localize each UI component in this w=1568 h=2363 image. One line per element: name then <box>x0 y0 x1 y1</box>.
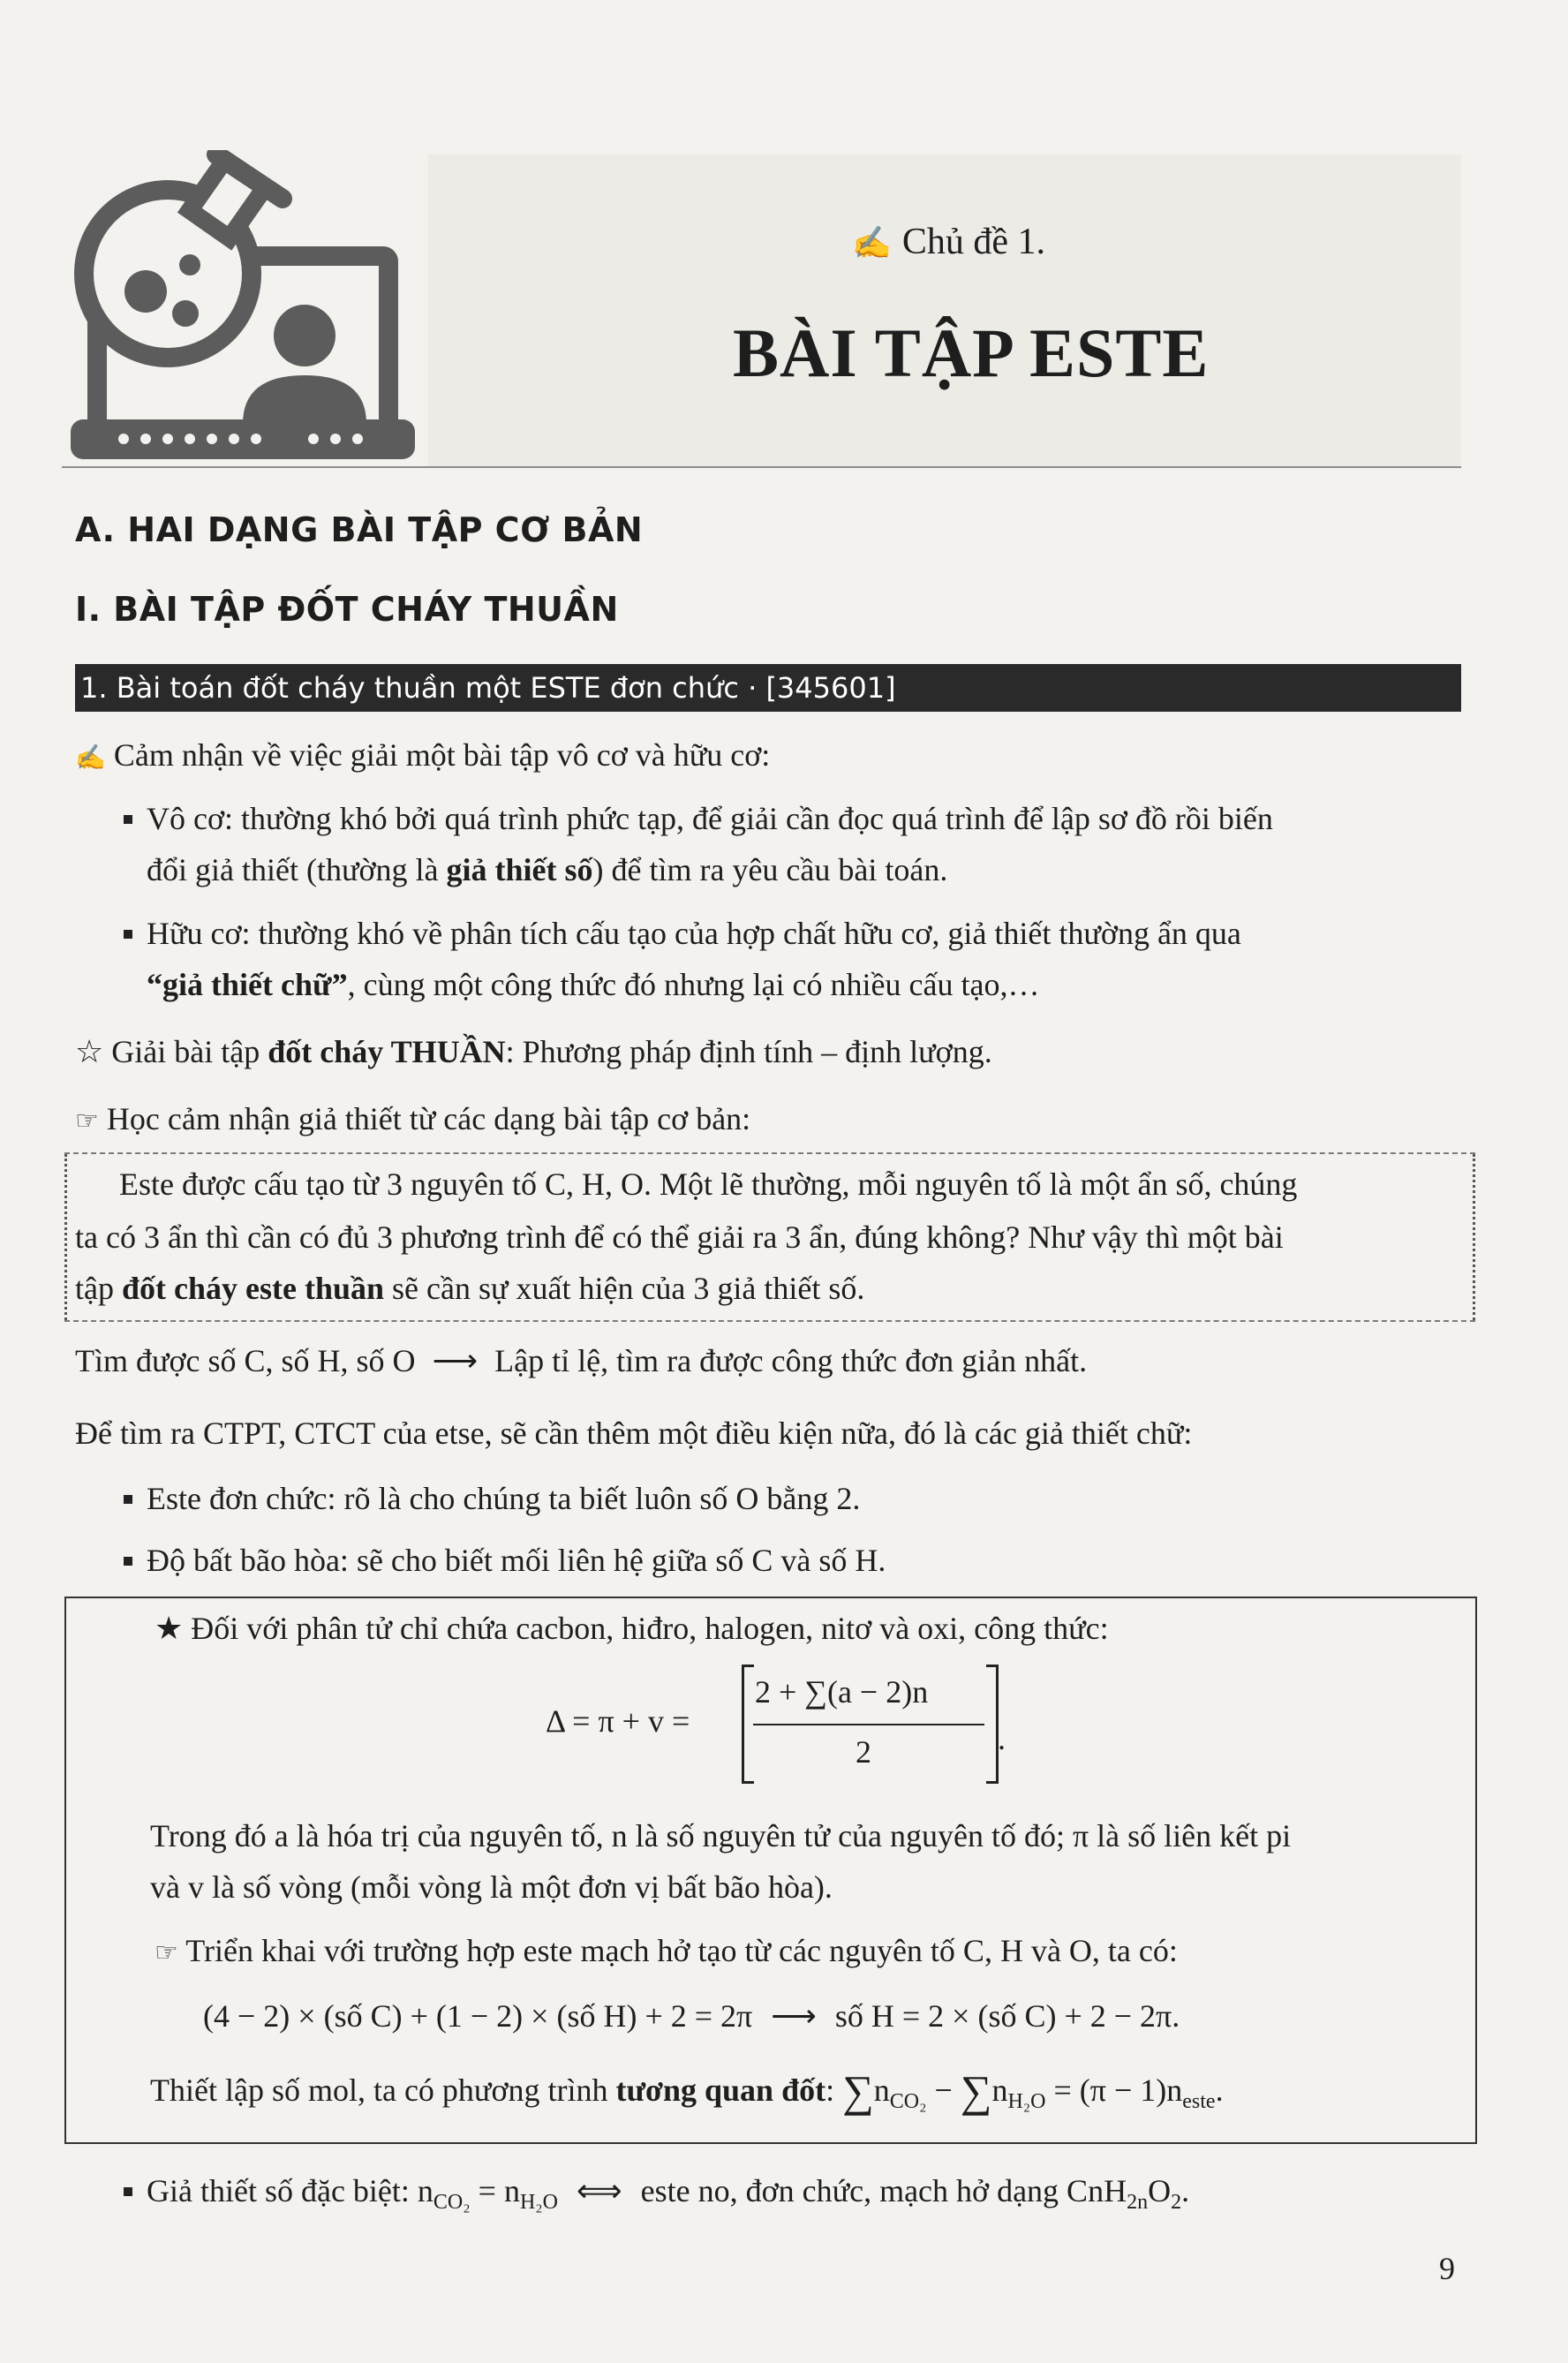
page-number: 9 <box>1439 2251 1455 2286</box>
problem-bar: 1. Bài toán đốt cháy thuần một ESTE đơn chức · [345601] <box>75 664 1461 712</box>
ctpt-line: Để tìm ra CTPT, CTCT của etse, sẽ cần thêm một điều kiện nữa, đó là các giả thiết chữ: <box>75 1416 1193 1451</box>
header-divider <box>62 466 1461 468</box>
bullet-single-function: Este đơn chức: rõ là cho chúng ta biết luôn số O bằng 2. <box>124 1473 860 1524</box>
bullet-organic: Hữu cơ: thường khó về phân tích cấu tạo của hợp chất hữu cơ, giả thiết thường ẩn qua <box>124 908 1241 959</box>
section-i-heading: I. BÀI TẬP ĐỐT CHÁY THUẦN <box>75 590 619 629</box>
box-star-line: ★ Đối với phân tử chỉ chứa cacbon, hiđro, halogen, nitơ và oxi, công thức: <box>155 1611 1109 1646</box>
bullet-square-icon <box>124 815 132 824</box>
page-title: BÀI TẬP ESTE <box>733 314 1210 391</box>
sum-symbol: ∑ <box>842 2066 874 2116</box>
fraction-line <box>753 1724 984 1725</box>
pointing-hand-icon: ☞ <box>155 1938 178 1967</box>
bullet-inorganic-cont: đổi giả thiết (thường là giả thiết số) để tìm ra yêu cầu bài toán. <box>147 852 948 887</box>
chapter-label: ✍ Chủ đề 1. <box>852 222 1045 262</box>
where-line-1: Trong đó a là hóa trị của nguyên tố, n là số nguyên tử của nguyên tố đó; π là số liên kết pi <box>150 1818 1292 1853</box>
bullet-organic-cont: “giả thiết chữ”, cùng một công thức đó nhưng lại có nhiều cấu tạo,… <box>147 967 1040 1002</box>
note-line-2: ta có 3 ẩn thì cần có đủ 3 phương trình để có thể giải ra 3 ẩn, đúng không? Như vậy thì một bài <box>75 1219 1284 1255</box>
star-filled-icon: ★ <box>155 1611 184 1646</box>
hydrogen-equation: (4 − 2) × (số C) + (1 − 2) × (số H) + 2 = 2π ⟶ số H = 2 × (số C) + 2 − 2π. <box>203 1990 1180 2042</box>
hand-writing-icon: ✍ <box>75 744 106 772</box>
formula-denominator: 2 <box>856 1734 871 1770</box>
formula-numerator: 2 + ∑(a − 2)n <box>755 1674 929 1710</box>
hint-line: ☞ Học cảm nhận giả thiết từ các dạng bài tập cơ bản: <box>75 1101 751 1136</box>
hand-writing-icon: ✍ <box>852 225 892 260</box>
long-arrow-icon: ⟶ <box>432 1343 479 1378</box>
mol-relation-line: Thiết lập số mol, ta có phương trình tương quan đốt: $\sum n_{CO_2} - \sum n_{H_2O} = (\pi - 1)n_{este}$. <box>150 2066 1224 2116</box>
unsaturation-formula-lhs: Δ = π + v = <box>546 1703 690 1739</box>
pointing-hand-icon: ☞ <box>75 1106 99 1136</box>
flask-laptop-icon <box>62 150 415 468</box>
formula-brackets <box>742 1665 999 1784</box>
where-line-2: và v là số vòng (mỗi vòng là một đơn vị bất bão hòa). <box>150 1869 833 1905</box>
header-band <box>428 155 1461 468</box>
deploy-line: ☞ Triển khai với trường hợp este mạch hở tạo từ các nguyên tố C, H và O, ta có: <box>155 1933 1178 1968</box>
bullet-square-icon <box>124 930 132 939</box>
bullet-square-icon <box>124 1557 132 1566</box>
bullet-inorganic: Vô cơ: thường khó bởi quá trình phức tạp, để giải cần đọc quá trình để lập sơ đồ rồi biến <box>124 793 1273 844</box>
bullet-square-icon <box>124 1495 132 1504</box>
section-a-heading: A. HAI DẠNG BÀI TẬP CƠ BẢN <box>75 510 644 549</box>
bullet-unsaturation: Độ bất bão hòa: sẽ cho biết mối liên hệ giữa số C và số H. <box>124 1535 886 1586</box>
bullet-special-case: Giả thiết số đặc biệt: $n_{CO_2} = n_{H_2O}$ ⟺ este no, đơn chức, mạch hở dạng $CnH_{2n}O_2$. <box>124 2165 1189 2228</box>
formula-period: . <box>998 1721 1006 1756</box>
sum-symbol: ∑ <box>960 2066 992 2116</box>
bullet-square-icon <box>124 2187 132 2196</box>
star-outline-icon: ☆ <box>75 1034 104 1069</box>
double-arrow-icon: ⟺ <box>576 2173 622 2208</box>
method-line: ☆ Giải bài tập đốt cháy THUẦN: Phương pháp định tính – định lượng. <box>75 1034 992 1069</box>
find-line: Tìm được số C, số H, số O ⟶ Lập tỉ lệ, tìm ra được công thức đơn giản nhất. <box>75 1335 1087 1386</box>
long-arrow-icon: ⟶ <box>771 1998 817 2034</box>
note-line-1: Este được cấu tạo từ 3 nguyên tố C, H, O. Một lẽ thường, mỗi nguyên tố là một ẩn số, chúng <box>119 1166 1298 1202</box>
note-line-3: tập đốt cháy este thuần sẽ cần sự xuất hiện của 3 giả thiết số. <box>75 1271 865 1306</box>
intro-line: ✍ Cảm nhận về việc giải một bài tập vô cơ và hữu cơ: <box>75 737 771 773</box>
